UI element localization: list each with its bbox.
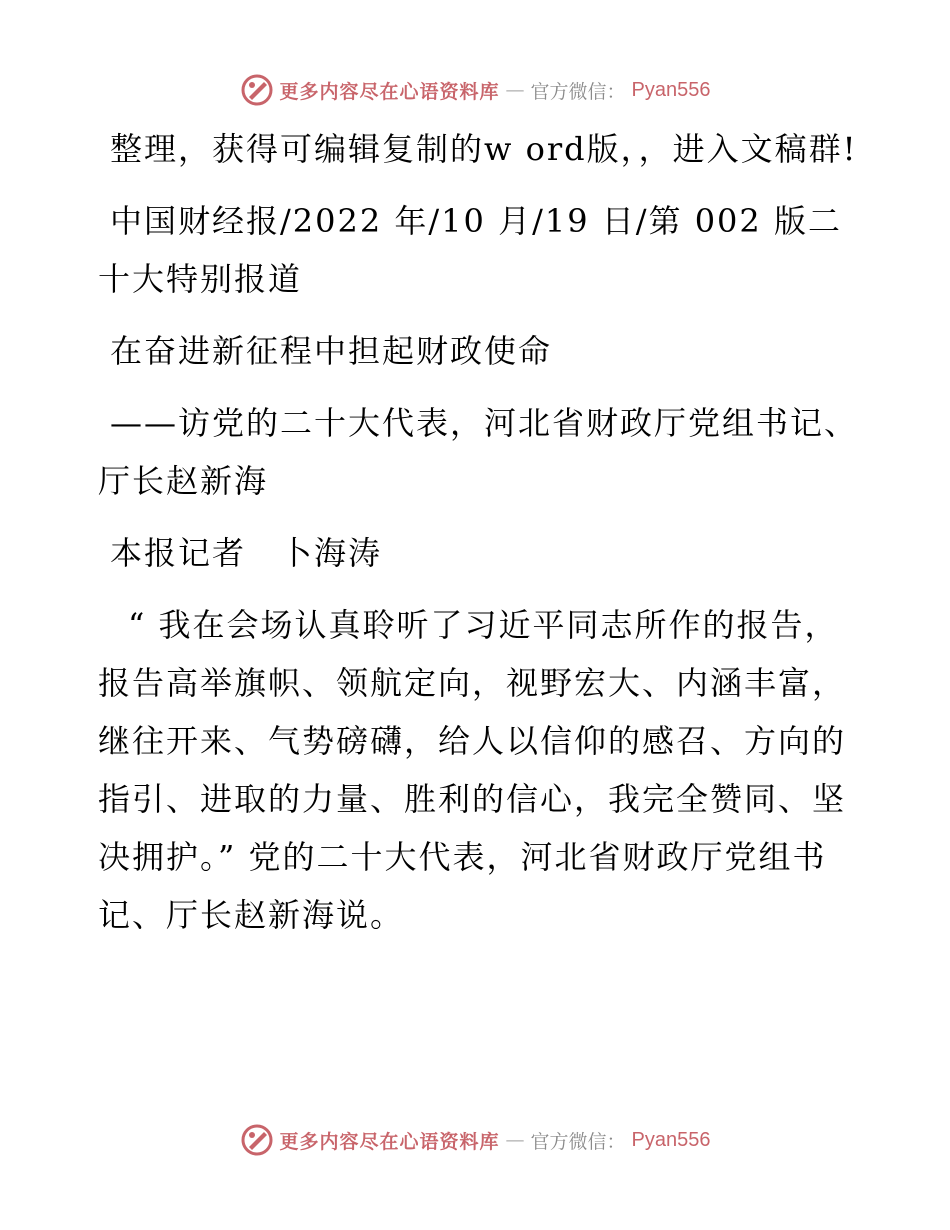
watermark-site-name: 更多内容尽在心语资料库: [279, 80, 500, 103]
brand-logo-icon: [240, 73, 274, 107]
document-body: [98, 120, 858, 958]
brand-logo-icon: [240, 1123, 274, 1157]
watermark-wechat-label: 官方微信：: [530, 80, 626, 103]
watermark-wechat-id: Pyan556: [631, 78, 711, 101]
article-subtitle: ——访党的二十大代表，河北省财政厅党组书记、厅长赵新海: [98, 404, 859, 500]
byline: 本报记者 卜海涛: [110, 534, 383, 572]
article-title: 在奋进新征程中担起财政使命: [110, 332, 553, 370]
header-watermark: [0, 70, 950, 110]
watermark-dash: —: [505, 1129, 525, 1151]
watermark-wechat-id: Pyan556: [631, 1128, 711, 1151]
footer-watermark: [0, 1120, 950, 1160]
watermark-wechat-label: 官方微信：: [530, 1130, 626, 1153]
watermark-site-name: 更多内容尽在心语资料库: [279, 1130, 500, 1153]
intro-note: 整理，获得可编辑复制的w ord版，，进入文稿群!: [110, 130, 858, 168]
watermark-dash: —: [505, 79, 525, 101]
source-line: 中国财经报/2022 年/10 月/19 日/第 002 版二十大特别报道: [98, 202, 842, 298]
body-paragraph: “ 我在会场认真聆听了习近平同志所作的报告，报告高举旗帜、领航定向，视野宏大、内涵丰富，继往开来、气势磅礴，给人以信仰的感召、方向的指引、进取的力量、胜利的信心，我完全赞同、坚决拥护。” 党的二十大代表，河北省财政厅党组书记、厅长赵新海说。: [98, 606, 847, 934]
